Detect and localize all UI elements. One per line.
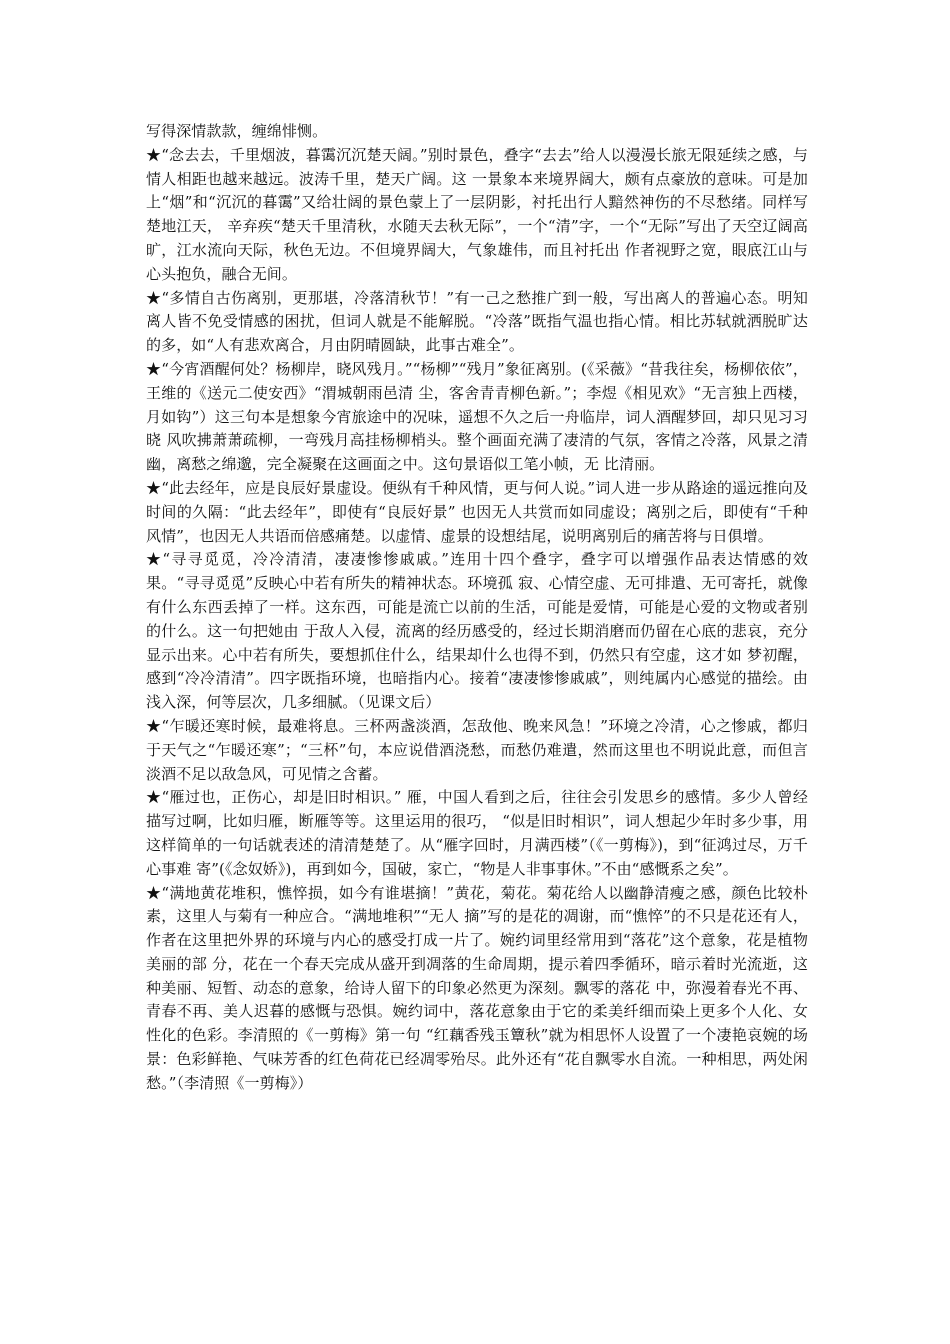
paragraph-yan-guo-ye: ★“雁过也，正伤心，却是旧时相识。” 雁，中国人看到之后，往往会引发思乡的感情。多少人曾经描写过啊，比如归雁，断雁等等。这里运用的很巧， “似是旧时相识”，词人想起少年时多少事，用这样简单的一句话就表述的清清楚楚了。从“雁字回时，月满西楼”（《一剪梅》)，到“征鸿过尽，万千心事难 寄”(《念奴娇》)，再到如今，国破，家亡，“物是人非事事休。”不由“感慨系之矣”。 [146, 788, 808, 878]
paragraph-nian-qu-qu: ★“念去去，千里烟波，暮霭沉沉楚天阔。”别时景色，叠字“去去”给人以漫漫长旅无限延续之感，与情人相距也越来越远。波涛千里，楚天广阔。这 一景象本来境界阔大，颇有点豪放的意味。可是加上“烟”和“沉沉的暮霭”又给壮阔的景色蒙上了一层阴影，衬托出行人黯然神伤的不尽愁绪。同样写楚地江天， 辛弃疾“楚天千里清秋，水随天去秋无际”，一个“清”字，一个“无际”写出了天空辽阔高旷，江水流向天际，秋色无边。不但境界阔大，气象雄伟，而且衬托出 作者视野之宽，眼底江山与心头抱负，融合无间。 [146, 145, 808, 283]
paragraph-ci-qu-jing-nian: ★“此去经年，应是良辰好景虚设。便纵有千种风情，更与何人说。”词人进一步从路途的遥远推向及时间的久隔：“此去经年”，即使有“良辰好景” 也因无人共赏而如同虚设；离别之后，即使有“千种风情”，也因无人共语而倍感痛楚。以虚情、虚景的设想结尾，说明离别后的痛苦将与日俱增。 [146, 478, 808, 545]
paragraph-jin-xiao: ★“今宵酒醒何处？杨柳岸，晓风残月。”“杨柳”“残月”象征离别。(《采薇》“昔我往矣，杨柳依依”，王维的《送元二使安西》“渭城朝雨邑清 尘，客舍青青柳色新。”；李煜《相见欢》“无言独上西楼，月如钩”）这三句本是想象今宵旅途中的况味，遥想不久之后一舟临岸，词人酒醒梦回，却只见习习晓 风吹拂萧萧疏柳，一弯残月高挂杨柳梢头。整个画面充满了凄清的气氛，客情之冷落，风景之清幽，离愁之绵邈，完全凝聚在这画面之中。这句景语似工笔小帧，无 比清丽。 [146, 359, 808, 474]
paragraph-intro: 写得深情款款，缠绵悱恻。 [146, 122, 328, 140]
paragraph-duo-qing: ★“多情自古伤离别，更那堪，冷落清秋节！”有一己之愁推广到一般，写出离人的普遍心态。明知离人皆不免受情感的困扰，但词人就是不能解脱。“冷落”既指气温也指心情。相比苏轼就洒脱旷达的多，如“人有悲欢离合，月由阴晴圆缺，此事古难全”。 [146, 288, 808, 355]
document-body [146, 120, 808, 1096]
paragraph-zha-nuan: ★“乍暖还寒时候，最难将息。三杯两盏淡酒，怎敌他、晚来风急！”环境之冷清，心之惨戚，都归于天气之“乍暖还寒”；“三杯”句，本应说借酒浇愁，而愁仍难遣，然而这里也不明说此意，而但言淡酒不足以敌急风，可见情之含蓄。 [146, 716, 808, 783]
paragraph-man-di-huang-hua: ★“满地黄花堆积，憔悴损，如今有谁堪摘！”黄花，菊花。菊花给人以幽静清瘦之感，颜色比较朴素，这里人与菊有一种应合。“满地堆积”“无人 摘”写的是花的凋谢，而“憔悴”的不只是花还有人，作者在这里把外界的环境与内心的感受打成一片了。婉约词里经常用到“落花”这个意象，花是植物美丽的部 分，花在一个春天完成从盛开到凋落的生命周期，提示着四季循环，暗示着时光流逝，这种美丽、短暂、动态的意象，给诗人留下的印象必然更为深刻。飘零的落花 中，弥漫着春光不再、青春不再、美人迟暮的感慨与恐惧。婉约词中，落花意象由于它的柔美纤细而染上更多个人化、女性化的色彩。李清照的《一剪梅》第一句 “红藕香残玉簟秋”就为相思怀人设置了一个凄艳哀婉的场景：色彩鲜艳、气味芳香的红色荷花已经凋零殆尽。此外还有“花自飘零水自流。一种相思，两处闲 愁。”（李清照《一剪梅》） [146, 883, 808, 1092]
paragraph-xun-xun-mi-mi: ★“寻寻觅觅，冷冷清清，凄凄惨惨戚戚。”连用十四个叠字，叠字可以增强作品表达情感的效果。“寻寻觅觅”反映心中若有所失的精神状态。环境孤 寂、心情空虚、无可排遣、无可寄托，就像有什么东西丢掉了一样。这东西，可能是流亡以前的生活，可能是爱情，可能是心爱的文物或者别的什么。这一句把她由 于敌人入侵，流离的经历感受的，经过长期消磨而仍留在心底的悲哀，充分显示出来。心中若有所失，要想抓住什么，结果却什么也得不到，仍然只有空虚，这才如 梦初醒，感到“冷冷清清”。四字既指环境，也暗指内心。接着“凄凄惨惨戚戚”，则纯属内心感觉的描绘。由浅入深，何等层次，几多细腻。（见课文后） [146, 550, 808, 712]
